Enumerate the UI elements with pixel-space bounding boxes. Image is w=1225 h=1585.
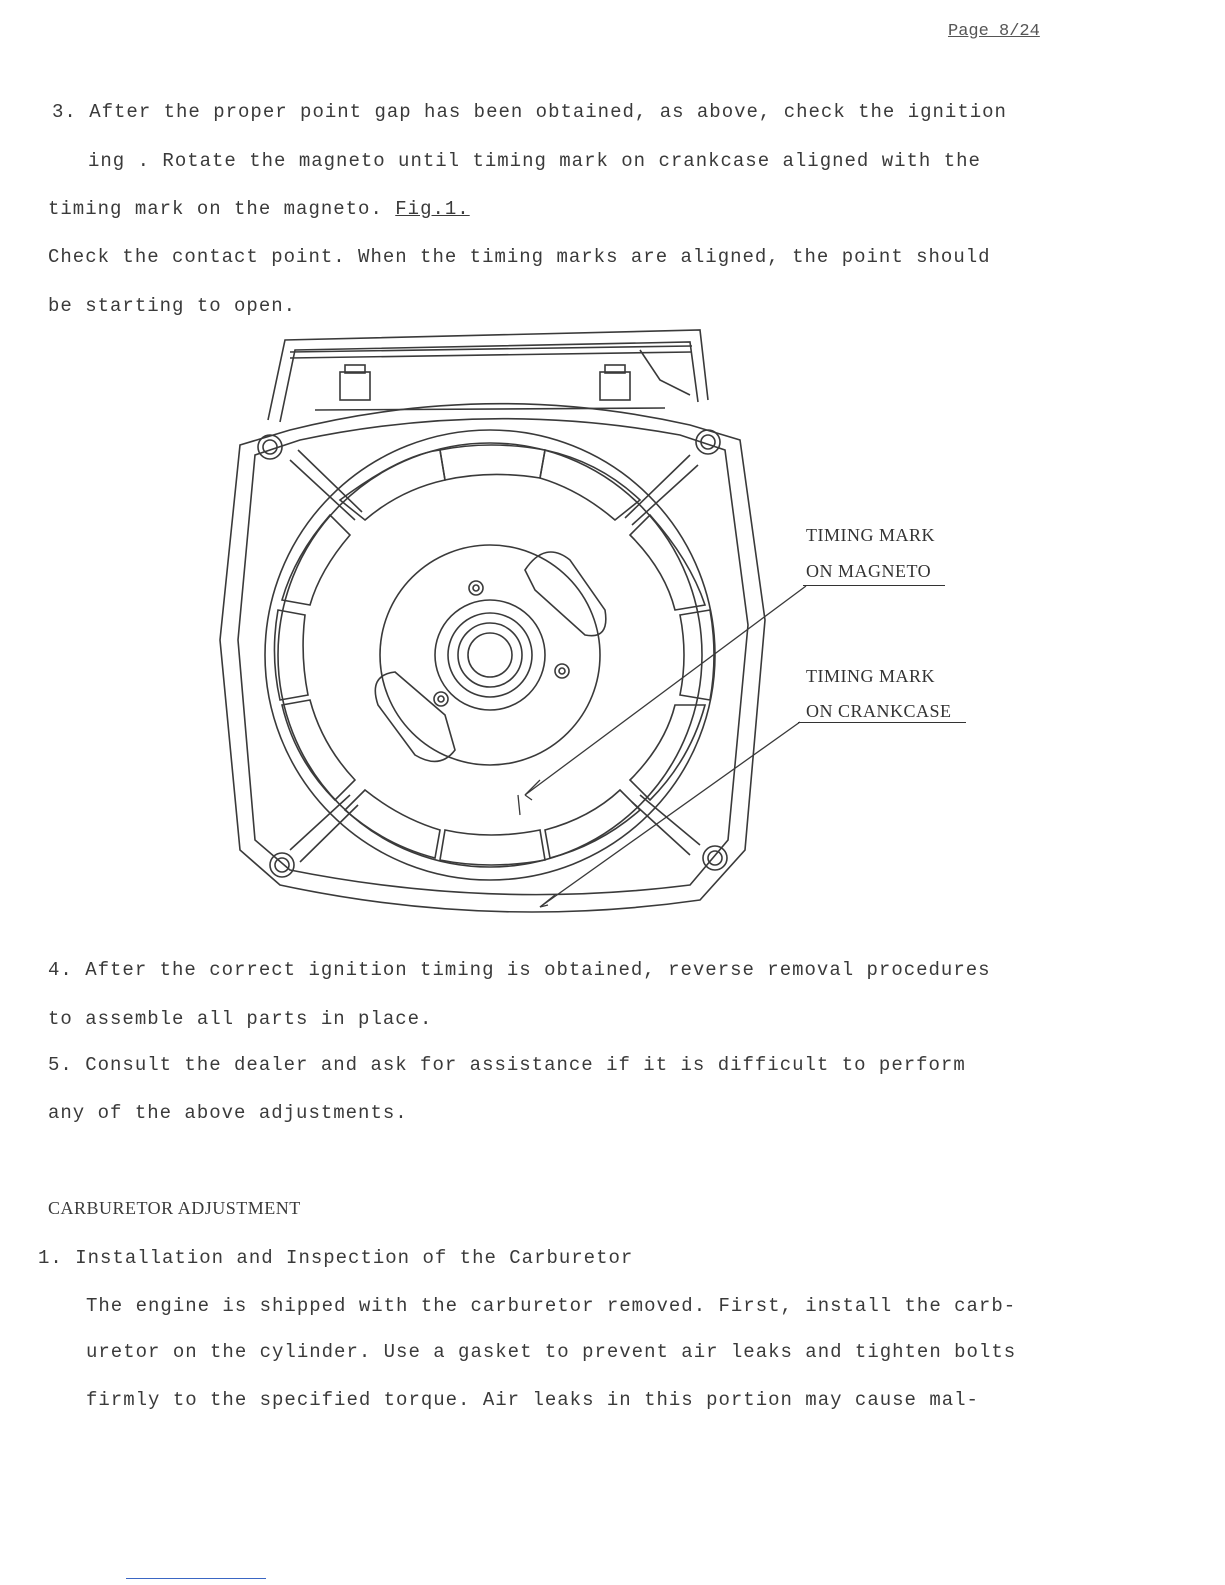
item1-line3: firmly to the specified torque. Air leaks in this portion may cause mal- <box>86 1389 979 1411</box>
timing-mark-crankcase-label-2: ON CRANKCASE <box>806 701 952 721</box>
para3-line4: Check the contact point. When the timing marks are aligned, the point should <box>48 246 991 268</box>
magneto-leader <box>525 586 806 795</box>
flywheel <box>265 430 715 880</box>
para3-line5: be starting to open. <box>48 295 297 317</box>
leader-lines <box>518 586 806 907</box>
magneto-label-underline <box>803 585 945 586</box>
para3-line1: 3. After the proper point gap has been obtained, as above, check the ignition <box>52 101 1007 123</box>
timing-mark-crankcase-label-1: TIMING MARK <box>806 666 935 686</box>
page-number: Page 8/24 <box>948 22 1040 41</box>
ribs <box>290 450 700 862</box>
para4-line1: 4. After the correct ignition timing is obtained, reverse removal procedures <box>48 959 991 981</box>
item1-line1: The engine is shipped with the carburetor removed. First, install the carb- <box>86 1295 1017 1317</box>
para3-line3-text: timing mark on the magneto. <box>48 198 396 220</box>
para4-line2: to assemble all parts in place. <box>48 1008 433 1030</box>
timing-mark-magneto-label-1: TIMING MARK <box>806 525 935 545</box>
crankcase-leader <box>540 722 800 907</box>
section-heading: CARBURETOR ADJUSTMENT <box>48 1198 301 1218</box>
para5-line1: 5. Consult the dealer and ask for assistance if it is difficult to perform <box>48 1054 966 1076</box>
figure-reference: Fig.1. <box>395 198 470 220</box>
timing-mark-magneto-label-2: ON MAGNETO <box>806 561 932 581</box>
para5-line2: any of the above adjustments. <box>48 1102 408 1124</box>
bolt-holes <box>258 430 727 877</box>
para3-line2: ing . Rotate the magneto until timing mark on crankcase aligned with the <box>88 150 981 172</box>
item1-title: 1. Installation and Inspection of the Carburetor <box>38 1247 634 1269</box>
crankcase-label-underline <box>798 722 966 723</box>
mounting-bracket <box>268 330 708 422</box>
item1-line2: uretor on the cylinder. Use a gasket to prevent air leaks and tighten bolts <box>86 1341 1017 1363</box>
scan-edge-line <box>126 1578 266 1579</box>
